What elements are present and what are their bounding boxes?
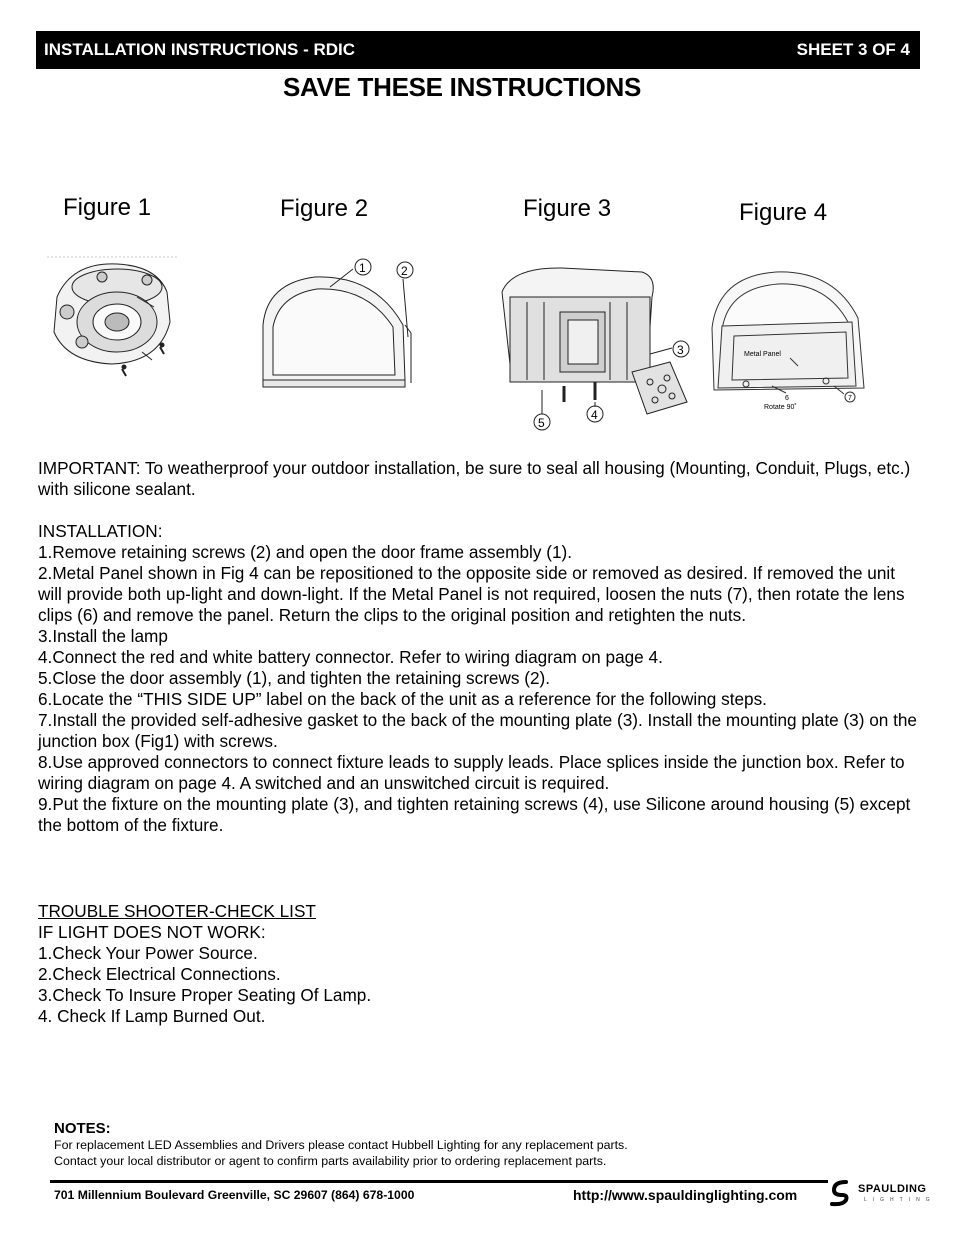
troubleshooter-subheading: IF LIGHT DOES NOT WORK: [38,922,266,942]
figure-3-callout-5: 5 [538,416,545,430]
footer-url-link[interactable]: http://www.spauldinglighting.com [573,1187,798,1203]
footer-divider [50,1180,828,1183]
notes-line: For replacement LED Assemblies and Drivers please contact Hubbell Lighting for any replacement parts. [54,1138,628,1152]
figure-2-label: Figure 2 [280,195,369,222]
checklist-item: 2.Check Electrical Connections. [38,964,281,984]
figure-4-metal-panel-label: Metal Panel [744,351,781,358]
notes-section [54,1120,874,1169]
installation-step: 3.Install the lamp [38,626,168,646]
figure-3-callout-3: 3 [677,343,684,357]
checklist-item: 1.Check Your Power Source. [38,943,258,963]
figure-4-callout-6: 6 [785,395,789,402]
logo-wordmark: SPAULDING [858,1183,927,1195]
figure-1-junction-box-illustration [42,252,182,387]
installation-step: 9.Put the fixture on the mounting plate (3), and tighten retaining screws (4), use Silicone around housing (5) except the bottom of the fixture. [38,794,911,835]
logo-subtext: LIGHTING [864,1197,936,1203]
notes-line: Contact your local distributor or agent to confirm parts availability prior to ordering replacement parts. [54,1154,607,1168]
troubleshooter-heading: TROUBLE SHOOTER-CHECK LIST [38,901,316,921]
header-bar [36,31,920,69]
important-note: IMPORTANT: To weatherproof your outdoor installation, be sure to seal all housing (Mounting, Conduit, Plugs, etc.) with silicone sealant. [38,458,911,499]
spaulding-logo [826,1178,948,1208]
checklist-item: 3.Check To Insure Proper Seating Of Lamp. [38,985,372,1005]
figure-2-callout-2: 2 [401,264,408,278]
instructions-body [38,458,918,836]
figure-4-callout-7: 7 [848,395,852,402]
installation-step: 7.Install the provided self-adhesive gasket to the back of the mounting plate (3). Install the mounting plate (3) on the junction box (Fig1) with screws. [38,710,917,751]
installation-step: 8.Use approved connectors to connect fixture leads to supply leads. Place splices inside the junction box. Refer to wiring diagram on page 4. A switched and an unswitched circuit is required. [38,752,905,793]
installation-step: 6.Locate the “THIS SIDE UP” label on the back of the unit as a reference for the following steps. [38,689,767,709]
installation-step: 4.Connect the red and white battery connector. Refer to wiring diagram on page 4. [38,647,663,667]
figure-3-label: Figure 3 [523,195,612,222]
figure-4-metal-panel-illustration [706,258,866,418]
sheet-number: SHEET 3 OF 4 [796,40,910,59]
figure-2-door-frame-illustration [255,255,425,400]
installation-step: 2.Metal Panel shown in Fig 4 can be repositioned to the opposite side or removed as desired. If removed the unit will provide both up-light and down-light. If the Metal Panel is not required, loosen the nuts (7), then rotate the lens clips (6) and remove the panel. Return the clips to the original position and retighten the nuts. [38,563,905,625]
checklist-item: 4. Check If Lamp Burned Out. [38,1006,266,1026]
troubleshooter-section [38,901,918,1027]
figure-1-label: Figure 1 [63,194,152,221]
figure-3-fixture-mounting-illustration [492,262,702,437]
page-title: SAVE THESE INSTRUCTIONS [282,72,642,102]
installation-step: 5.Close the door assembly (1), and tighten the retaining screws (2). [38,668,551,688]
footer-address: 701 Millennium Boulevard Greenville, SC 29607 (864) 678-1000 [54,1188,415,1202]
figure-2-callout-1: 1 [359,261,366,275]
figure-3-callout-4: 4 [591,408,598,422]
figure-4-rotate-label: Rotate 90˚ [764,404,797,411]
installation-step: 1.Remove retaining screws (2) and open the door frame assembly (1). [38,542,573,562]
figure-4-label: Figure 4 [739,199,828,226]
installation-heading: INSTALLATION: [38,521,163,541]
header-title: INSTALLATION INSTRUCTIONS - RDIC [44,40,356,59]
spaulding-logo-icon [826,1178,856,1208]
notes-title: NOTES: [54,1120,111,1137]
